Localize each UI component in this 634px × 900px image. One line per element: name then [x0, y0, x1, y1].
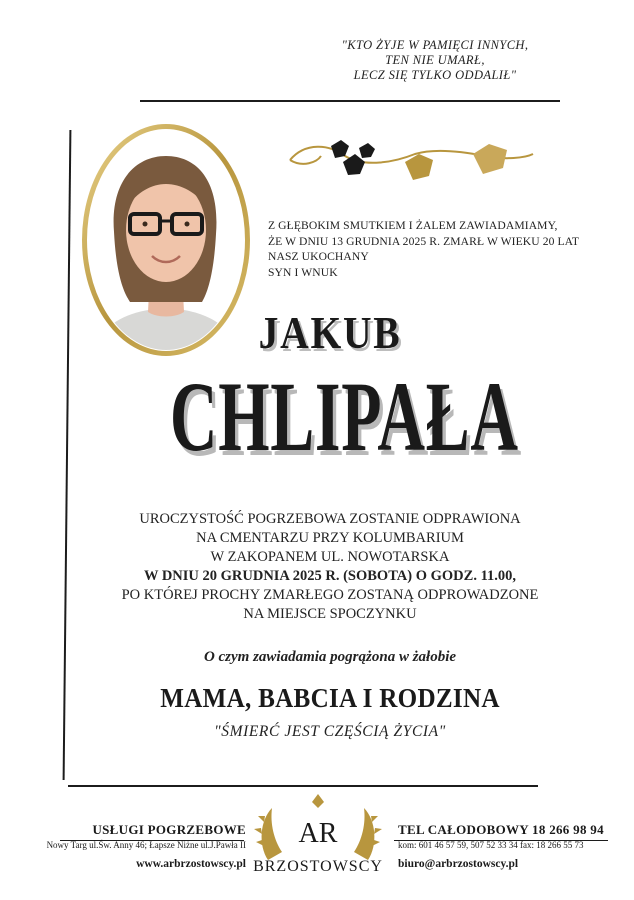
quote-line-1: "KTO ŻYJE W PAMIĘCI INNYCH,: [341, 38, 529, 52]
ceremony-line-6: NA MIEJSCE SPOCZYNKU: [243, 606, 417, 622]
deceased-surname: CHLIPAŁA: [169, 361, 519, 472]
ceremony-details: [90, 510, 570, 624]
footer-services: [6, 822, 246, 870]
announcement-line-2: ŻE W DNIU 13 GRUDNIA 2025 R. ZMARŁ W WIEKU 20 LAT: [268, 234, 580, 248]
phone-label[interactable]: TEL CAŁODOBOWY 18 266 98 94: [398, 822, 604, 837]
footer-contact: [398, 822, 634, 870]
ceremony-line-2: NA CMENTARZU PRZY KOLUMBARIUM: [196, 530, 464, 546]
ceremony-line-1: UROCZYSTOŚĆ POGRZEBOWA ZOSTANIE ODPRAWIONA: [139, 511, 521, 527]
ceremony-line-3: W ZAKOPANEM UL. NOWOTARSKA: [210, 549, 450, 565]
announcement-line-4: SYN I WNUK: [268, 265, 338, 279]
left-border-line: [63, 130, 72, 780]
ceremony-date-line: W DNIU 20 GRUDNIA 2025 R. (SOBOTA) O GODZ. 11.00,: [143, 568, 517, 584]
vine-ornament: [285, 132, 535, 192]
email-link[interactable]: biuro@arbrzostowscy.pl: [398, 858, 519, 870]
services-address: Nowy Targ ul.Św. Anny 46; Łapsze Niżne ul.J.Pawła II: [46, 840, 246, 850]
quote-line-2: TEN NIE UMARŁ,: [385, 53, 485, 67]
services-label: USŁUGI POGRZEBOWE: [92, 822, 246, 837]
deceased-first-name: JAKUB: [258, 307, 402, 358]
bottom-divider: [68, 785, 538, 787]
website-link[interactable]: www.arbrzostowscy.pl: [136, 858, 246, 870]
announcement-line-3: NASZ UKOCHANY: [268, 250, 369, 263]
motto-text: "ŚMIERĆ JEST CZĘŚCIĄ ŻYCIA": [214, 723, 446, 740]
logo-letters: AR: [298, 818, 338, 849]
ceremony-line-5: PO KTÓREJ PROCHY ZMARŁEGO ZOSTANĄ ODPROWADZONE: [121, 587, 539, 603]
announcement-text: [268, 218, 628, 280]
logo-company-name: BRZOSTOWSCY: [253, 858, 383, 875]
top-divider: [140, 100, 560, 102]
mourning-text: O czym zawiadamia pogrążona w żałobie: [203, 649, 457, 665]
quote-line-3: LECZ SIĘ TYLKO ODDALIŁ": [353, 68, 517, 82]
family-signature: MAMA, BABCIA I RODZINA: [160, 683, 500, 713]
mobile-numbers: kom: 601 46 57 59, 507 52 33 34 fax: 18 266 55 73: [398, 840, 584, 850]
announcement-line-1: Z GŁĘBOKIM SMUTKIEM I ŻALEM ZAWIADAMIAMY,: [268, 219, 558, 232]
memorial-quote: [300, 38, 570, 83]
